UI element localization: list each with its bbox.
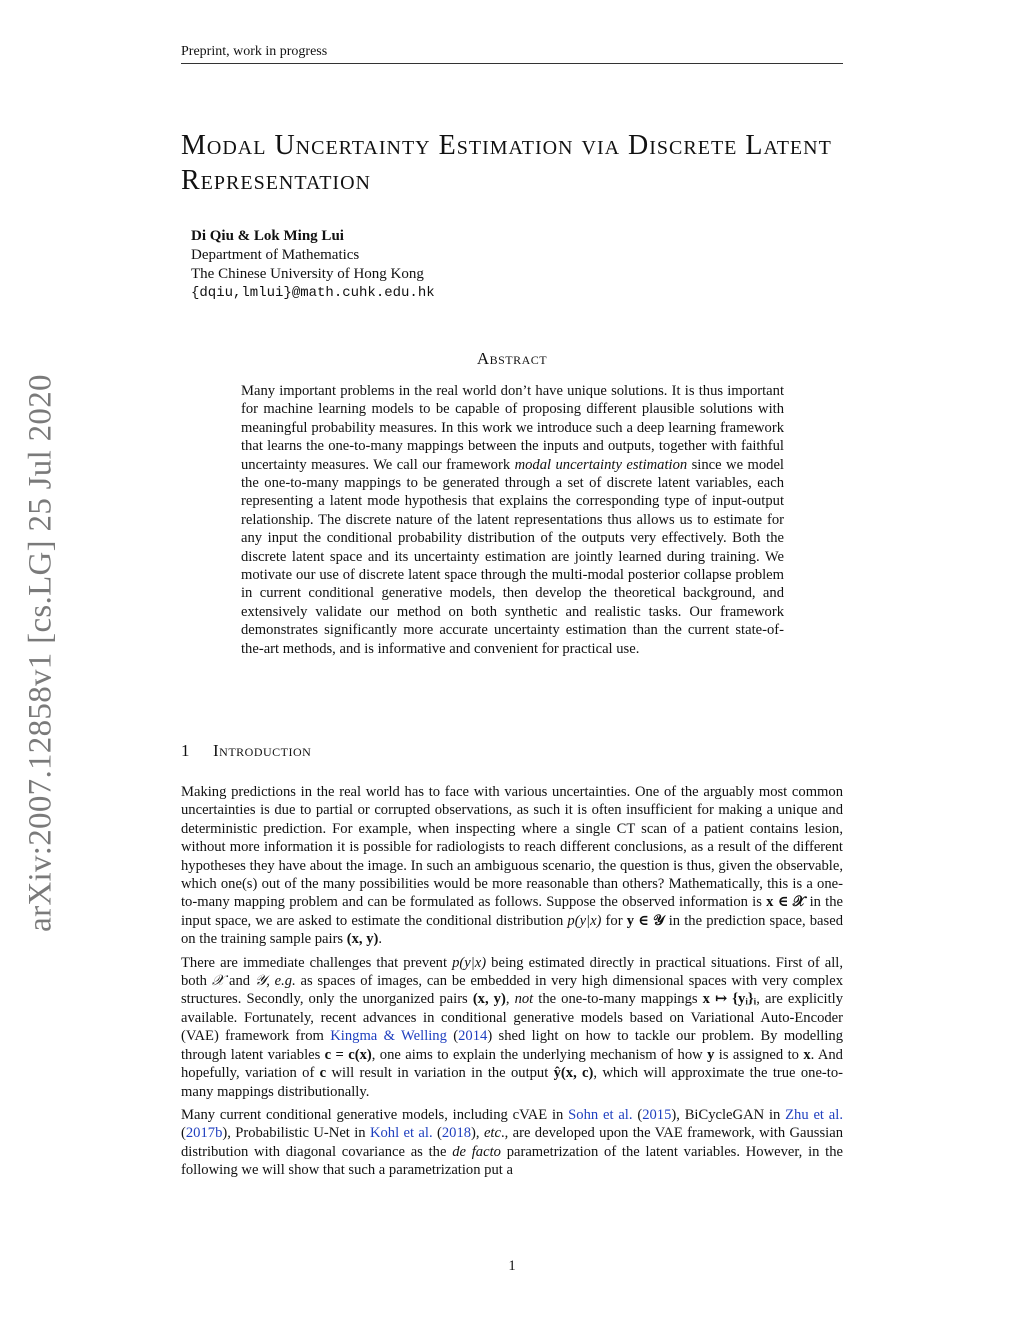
text-run: being estimated directly in practical situations. First of all, both bbox=[181, 954, 843, 990]
citation-link[interactable]: 2014 bbox=[458, 1028, 488, 1045]
body-text bbox=[181, 783, 843, 1185]
math-inline: x ↦ {yᵢ}ᵢ bbox=[702, 991, 757, 1008]
text-run: ), Probabilistic U-Net in bbox=[222, 1125, 370, 1142]
text-run: , bbox=[505, 991, 515, 1008]
math-inline: x ∈ 𝒳 bbox=[766, 894, 806, 911]
emphasis: de facto bbox=[452, 1143, 501, 1160]
citation-link[interactable]: 2018 bbox=[441, 1125, 472, 1142]
section-heading bbox=[181, 741, 311, 761]
author-institution: The Chinese University of Hong Kong bbox=[191, 266, 424, 282]
abstract-heading: Abstract bbox=[476, 349, 548, 368]
math-inline: p(y|x) bbox=[567, 912, 602, 929]
citation-link[interactable]: Sohn et al. bbox=[568, 1106, 633, 1123]
text-run: ) shed light on how to tackle our problem. By modelling through latent variables bbox=[181, 1028, 844, 1063]
text-run: ( bbox=[181, 1125, 186, 1142]
text-run: parametrization of the latent variables. However, in the following we will show that such a parametrization put a bbox=[181, 1143, 844, 1179]
math-inline: (x, y) bbox=[472, 991, 506, 1008]
emphasis: not bbox=[514, 991, 534, 1008]
paragraph bbox=[181, 783, 843, 949]
section-number: 1 bbox=[181, 741, 190, 760]
math-inline: y ∈ 𝒴 bbox=[626, 912, 665, 929]
abstract-text-part: since we model the one-to-many mappings to be generated through a set of discrete latent variables, each representing a latent mode hypothesis that explains the corresponding type of input-output relationship. The discrete nature of the latent representations thus allows us to estimate for any input the conditional probability distribution of the outputs very effectively. Both the discrete latent space and its uncertainty estimation are jointly learned during training. We motivate our use of discrete latent space through the multi-modal posterior collapse problem in current conditional generative models, then develop the theoretical background, and extensively validate our method on both synthetic and realistic tasks. Our framework demonstrates significantly more accurate uncertainty estimation than the current state-of-the-art methods, and is informative and convenient for practical use. bbox=[241, 456, 784, 657]
text-run: ), BiCycleGAN in bbox=[671, 1106, 786, 1123]
math-inline: p(y|x) bbox=[452, 954, 487, 971]
math-inline: 𝒴 bbox=[254, 973, 267, 990]
text-run: , bbox=[266, 973, 275, 990]
running-head: Preprint, work in progress bbox=[181, 44, 843, 64]
text-run: ( bbox=[446, 1028, 459, 1045]
math-inline: ŷ(x, c) bbox=[553, 1065, 594, 1082]
abstract-text bbox=[241, 382, 784, 658]
text-run: , one aims to explain the underlying mechanism of how bbox=[371, 1046, 708, 1063]
emphasis: e.g. bbox=[274, 973, 296, 990]
citation-link[interactable]: Kingma & Welling bbox=[330, 1028, 447, 1045]
paper-title: Modal Uncertainty Estimation via Discrete Latent Representation bbox=[181, 130, 832, 196]
text-run: Making predictions in the real world has to face with various uncertainties. One of the arguably most common uncertainties is due to partial or corrupted observations, as such it is often insufficient for making a unique and deterministic prediction. For example, when inspecting where a single CT scan of a patient contains lesion, without more information it is possible for radiologists to reach different conclusions, as a result of the different hypotheses they have about the image. In such an ambiguous scenario, the question is thus, given the observable, which one(s) out of the many possibilities would be more reasonable than others? Mathematically, this is a one-to-many mapping problem and can be formulated as follows. Suppose the observed information is bbox=[181, 784, 843, 911]
author-block bbox=[191, 227, 435, 303]
arxiv-identifier-stamp: arXiv:2007.12858v1 [cs.LG] 25 Jul 2020 bbox=[22, 374, 59, 932]
text-run: will result in variation in the output bbox=[326, 1065, 554, 1082]
math-inline: y bbox=[707, 1046, 715, 1063]
text-run: is assigned to bbox=[714, 1046, 804, 1063]
citation-link[interactable]: 2015 bbox=[642, 1106, 672, 1123]
text-run: . bbox=[378, 931, 383, 948]
text-run: ( bbox=[432, 1125, 442, 1142]
paragraph bbox=[181, 1106, 843, 1180]
abstract-emphasis: modal uncertainty estimation bbox=[514, 456, 688, 473]
text-run: for bbox=[601, 912, 627, 929]
text-run: the one-to-many mappings bbox=[533, 991, 703, 1008]
author-email: {dqiu,lmlui}@math.cuhk.edu.hk bbox=[191, 285, 435, 301]
paragraph bbox=[181, 954, 843, 1101]
citation-link[interactable]: 2017b bbox=[185, 1125, 223, 1142]
text-run: , which will approximate the true one-to-many mappings distributionally. bbox=[181, 1065, 844, 1100]
math-inline: (x, y) bbox=[346, 931, 379, 948]
text-run: , are explicitly available. Fortunately, recent advances in conditional generative models based on Variational Auto-Encoder (VAE) framework from bbox=[181, 991, 843, 1045]
text-run: in the input space, we are asked to estimate the conditional distribution bbox=[181, 894, 843, 929]
author-department: Department of Mathematics bbox=[191, 247, 360, 263]
math-inline: x bbox=[803, 1046, 811, 1063]
text-run: ., are developed upon the VAE framework, with Gaussian distribution with diagonal covariance as the bbox=[181, 1125, 843, 1160]
text-run: as spaces of images, can be embedded in very high dimensional spaces with very complex structures. Secondly, only the unorganized pairs bbox=[181, 973, 844, 1008]
citation-link[interactable]: Kohl et al. bbox=[369, 1125, 433, 1142]
text-run: in the prediction space, based on the training sample pairs bbox=[181, 912, 843, 948]
text-run: ( bbox=[632, 1106, 643, 1123]
author-names: Di Qiu & Lok Ming Lui bbox=[191, 228, 344, 244]
text-run: and bbox=[224, 973, 255, 990]
text-run: Many current conditional generative models, including cVAE in bbox=[181, 1106, 569, 1123]
citation-link[interactable]: Zhu et al. bbox=[785, 1106, 843, 1123]
abstract-text-part: Many important problems in the real world don’t have unique solutions. It is thus important for machine learning models to be capable of proposing different plausible solutions with meaningful probability measures. In this work we introduce such a deep learning framework that learns the one-to-many mappings between the inputs and outputs, together with faithful uncertainty measures. We call our framework bbox=[241, 383, 784, 473]
math-inline: c = c(x) bbox=[324, 1046, 372, 1063]
math-inline: 𝒳 bbox=[211, 973, 225, 990]
page-number: 1 bbox=[508, 1258, 516, 1274]
emphasis: etc bbox=[483, 1125, 501, 1142]
text-run: There are immediate challenges that prevent bbox=[181, 954, 453, 971]
section-title: Introduction bbox=[213, 741, 312, 760]
text-run: . And hopefully, variation of bbox=[181, 1046, 843, 1082]
text-run: ), bbox=[471, 1125, 484, 1142]
math-inline: c bbox=[319, 1065, 327, 1082]
